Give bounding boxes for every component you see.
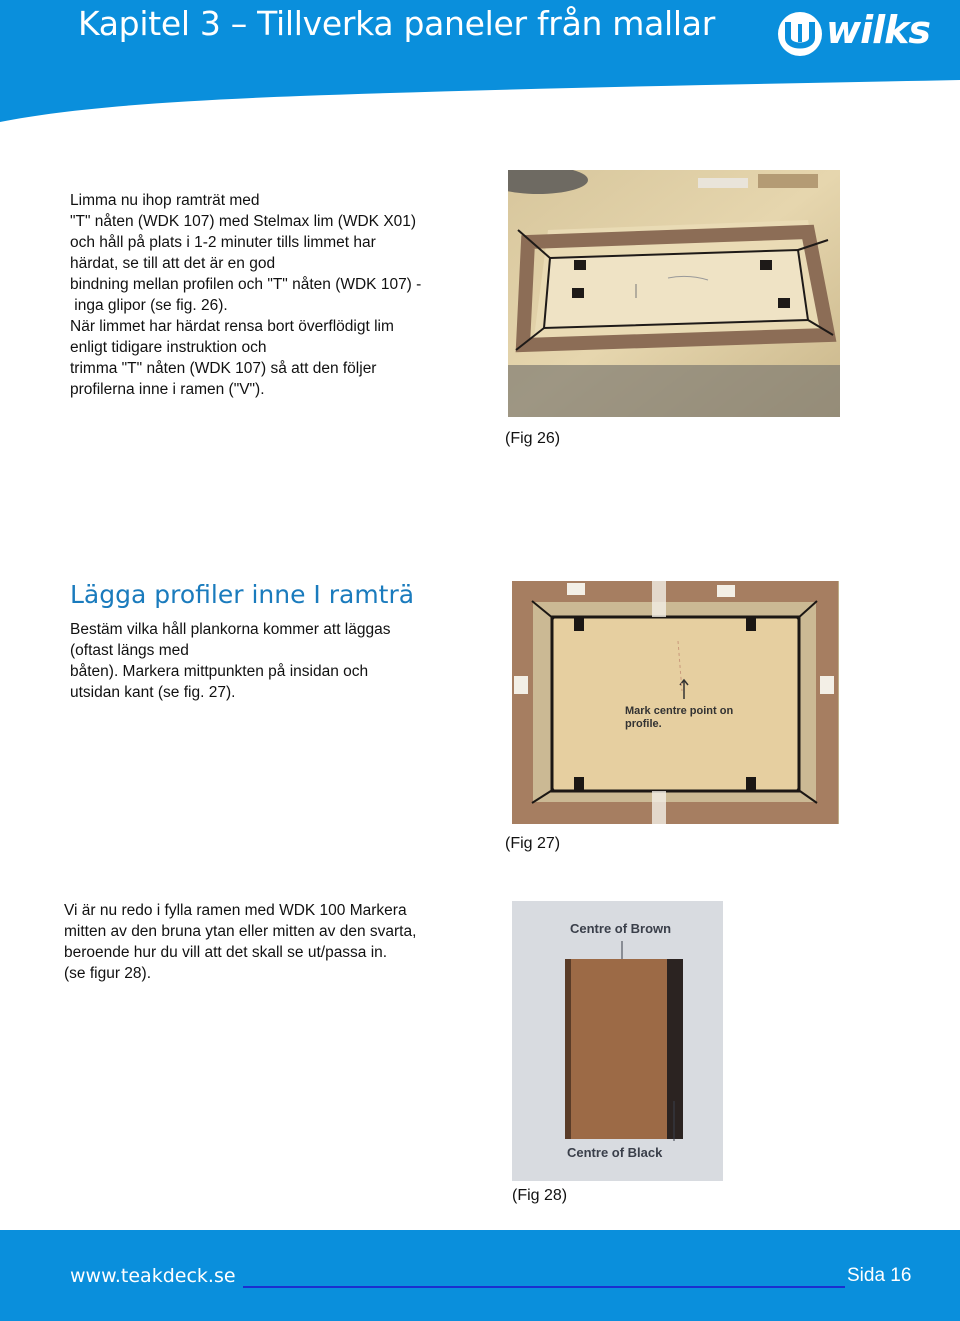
text-line: inga glipor (se fig. 26). xyxy=(70,297,228,314)
wilks-logo-text: wilks xyxy=(826,8,931,52)
wilks-logo xyxy=(776,8,931,60)
text-line: och håll på plats i 1-2 minuter tills limmet har xyxy=(70,234,376,251)
text-line: bindning mellan profilen och "T" nåten (WDK 107) - xyxy=(70,276,422,293)
section1-paragraph xyxy=(70,190,421,400)
section2-heading: Lägga profiler inne I ramträ xyxy=(70,580,415,609)
text-line: (oftast längs med xyxy=(70,642,189,659)
text-line: mitten av den bruna ytan eller mitten av den svarta, xyxy=(64,923,417,940)
figure-26-caption: (Fig 26) xyxy=(505,430,561,447)
text-line: härdat, se till att det är en god xyxy=(70,255,276,272)
figure-27-label-line2: profile. xyxy=(625,718,662,730)
page-number: Sida 16 xyxy=(847,1265,912,1286)
section3-paragraph xyxy=(64,900,416,984)
figure-28-label-bottom: Centre of Black xyxy=(567,1145,663,1160)
section2-paragraph xyxy=(70,619,390,703)
figure-27-caption: (Fig 27) xyxy=(505,835,561,852)
figure-28-photo xyxy=(512,901,723,1181)
footer-divider xyxy=(243,1286,845,1288)
page-footer xyxy=(0,1230,960,1321)
text-line: utsidan kant (se fig. 27). xyxy=(70,684,236,701)
text-line: enligt tidigare instruktion och xyxy=(70,339,267,356)
figure-27-label-line1: Mark centre point on xyxy=(625,705,734,717)
figure-27-photo xyxy=(512,581,839,824)
text-line: Bestäm vilka håll plankorna kommer att läggas xyxy=(70,621,391,638)
text-line: båten). Markera mittpunkten på insidan och xyxy=(70,663,369,680)
text-line: beroende hur du vill att det skall se ut/passa in. xyxy=(64,944,388,961)
text-line: Limma nu ihop ramträt med xyxy=(70,192,260,209)
chapter-title: Kapitel 3 – Tillverka paneler från mallar xyxy=(78,4,715,43)
text-line: "T" nåten (WDK 107) med Stelmax lim (WDK X01) xyxy=(70,213,417,230)
page-header xyxy=(0,0,960,130)
text-line: profilerna inne i ramen ("V"). xyxy=(70,381,265,398)
website-link[interactable]: www.teakdeck.se xyxy=(70,1265,236,1287)
text-line: trimma "T" nåten (WDK 107) så att den följer xyxy=(70,360,377,377)
text-line: När limmet har härdat rensa bort överflödigt lim xyxy=(70,318,394,335)
figure-26-photo xyxy=(508,170,840,417)
figure-28-label-top: Centre of Brown xyxy=(570,921,672,936)
text-line: (se figur 28). xyxy=(64,965,152,982)
text-line: Vi är nu redo i fylla ramen med WDK 100 Markera xyxy=(64,902,407,919)
wilks-logo-icon xyxy=(776,8,824,60)
figure-28-caption: (Fig 28) xyxy=(512,1187,568,1204)
